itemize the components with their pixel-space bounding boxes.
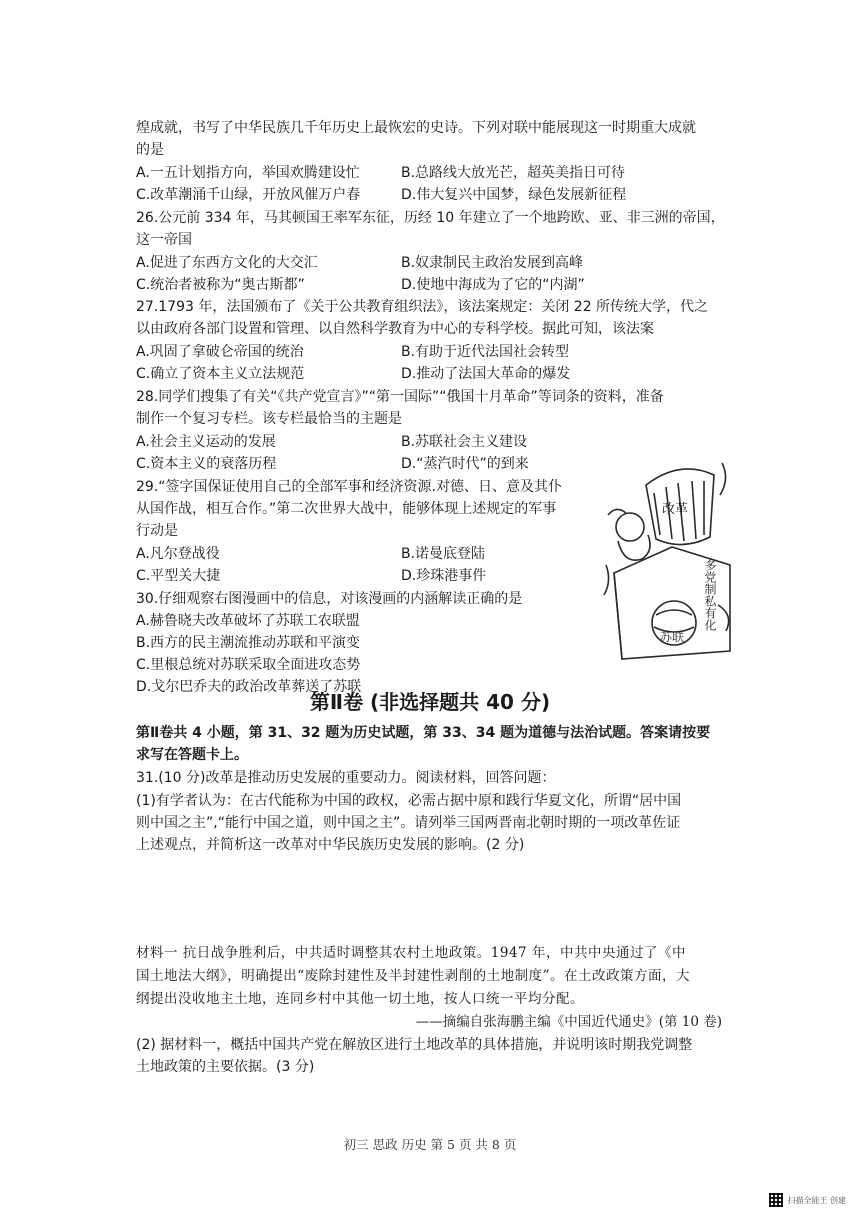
option-a: A.社会主义运动的发展 — [136, 434, 276, 450]
option-c: C.确立了资本主义立法规范 — [136, 366, 305, 382]
option-d: D.珍珠港事件 — [401, 568, 487, 584]
option-d: D.使地中海成为了它的“内湖” — [401, 277, 585, 293]
text-line: 的是 — [136, 142, 164, 158]
text-line: 这一帝国 — [136, 232, 192, 248]
text-line: 以由政府各部门设置和管理、以自然科学教育为中心的专科学校。据此可知，该法案 — [136, 321, 654, 337]
text-line: 制作一个复习专栏。该专栏最恰当的主题是 — [136, 411, 402, 427]
material-text: 纲提出没收地主土地，连同乡村中其他一切土地，按人口统一平均分配。 — [136, 991, 584, 1007]
option-b: B.西方的民主潮流推动苏联和平演变 — [136, 635, 361, 651]
text-line: 上述观点，并简析这一改革对中华民族历史发展的影响。(2 分) — [136, 837, 525, 853]
material-source: ——摘编自张海鹏主编《中国近代通史》(第 10 卷) — [415, 1014, 722, 1030]
text-line: 煌成就，书写了中华民族几千年历史上最恢宏的史诗。下列对联中能展现这一时期重大成就 — [136, 120, 696, 136]
option-c: C.平型关大捷 — [136, 568, 221, 584]
option-b: B.总路线大放光芒，超英美指日可待 — [401, 165, 626, 181]
option-b: B.诺曼底登陆 — [401, 546, 486, 562]
question-31: 31.(10 分)改革是推动历史发展的重要动力。阅读材料，回答问题： — [136, 770, 556, 786]
section-title: 第Ⅱ卷 (非选择题共 40 分) — [309, 690, 551, 714]
question-28: 28.同学们搜集了有关“《共产党宣言》”“第一国际”“俄国十月革命”等词条的资料，准备 — [136, 389, 664, 405]
text-line: 从国作战，相互合作。”第二次世界大战中，能够体现上述规定的军事 — [136, 501, 557, 517]
option-d: D.推动了法国大革命的爆发 — [401, 366, 571, 382]
watermark-text: 扫描全能王 创建 — [787, 1195, 846, 1205]
option-c: C.统治者被称为“奥古斯都” — [136, 277, 305, 293]
option-d: D.“蒸汽时代”的到来 — [401, 456, 529, 472]
section-note: 第Ⅱ卷共 4 小题，第 31、32 题为历史试题，第 33、34 题为道德与法治试题。答案请按要 — [136, 725, 711, 741]
option-a: A.巩固了拿破仑帝国的统治 — [136, 344, 304, 360]
option-c: C.资本主义的衰落历程 — [136, 456, 277, 472]
cartoon-label-side: 多党制私有化 — [703, 559, 717, 631]
cartoon-label-ussr: 苏联 — [660, 630, 685, 644]
cartoon-label-reform: 改革 — [662, 502, 689, 517]
text-line: 则中国之主”,“能行中国之道，则中国之主”。请列举三国两晋南北朝时期的一项改革佐证 — [136, 815, 681, 831]
page-footer: 初三 思政 历史 第 5 页 共 8 页 — [343, 1137, 517, 1152]
cartoon-illustration — [602, 455, 742, 663]
option-b: B.苏联社会主义建设 — [401, 434, 528, 450]
text-line: (2) 据材料一，概括中国共产党在解放区进行土地改革的具体措施，并说明该时期我党调整 — [136, 1037, 693, 1053]
text-line: (1)有学者认为：在古代能称为中国的政权，必需占据中原和践行华夏文化，所谓“居中国 — [136, 793, 682, 809]
option-d: D.戈尔巴乔夫的政治改革葬送了苏联 — [136, 679, 362, 695]
qr-code-icon — [769, 1193, 783, 1207]
option-a: A.赫鲁晓夫改革破坏了苏联工农联盟 — [136, 613, 360, 629]
text-line: 土地政策的主要依据。(3 分) — [136, 1059, 315, 1075]
option-b: B.有助于近代法国社会转型 — [401, 344, 570, 360]
option-a: A.凡尔登战役 — [136, 546, 220, 562]
option-a: A.一五计划指方向，举国欢腾建设忙 — [136, 165, 360, 181]
material-text: 材料一 抗日战争胜利后，中共适时调整其农村土地政策。1947 年，中共中央通过了《中 — [136, 945, 686, 961]
question-30: 30.仔细观察右图漫画中的信息，对该漫画的内涵解读正确的是 — [136, 591, 523, 607]
option-c: C.里根总统对苏联采取全面进攻态势 — [136, 657, 361, 673]
material-text: 国土地法大纲》，明确提出“废除封建性及半封建性剥削的土地制度”。在土改政策方面，大 — [136, 968, 691, 984]
option-d: D.伟大复兴中国梦，绿色发展新征程 — [401, 187, 627, 203]
option-b: B.奴隶制民主政治发展到高峰 — [401, 255, 584, 271]
text-line: 行动是 — [136, 523, 178, 539]
question-26: 26.公元前 334 年，马其顿国王率军东征，历经 10 年建立了一个地跨欧、亚、非三洲的帝国， — [136, 210, 725, 226]
section-note: 求写在答题卡上。 — [136, 747, 248, 763]
question-27: 27.1793 年，法国颁布了《关于公共教育组织法》，该法案规定：关闭 22 所传统大学，代之 — [136, 299, 709, 315]
option-a: A.促进了东西方文化的大交汇 — [136, 255, 318, 271]
option-c: C.改革潮涌千山绿，开放风催万户春 — [136, 187, 361, 203]
scanner-watermark — [769, 1193, 846, 1207]
question-29: 29.“签字国保证使用自己的全部军事和经济资源.对德、日、意及其仆 — [136, 479, 562, 495]
